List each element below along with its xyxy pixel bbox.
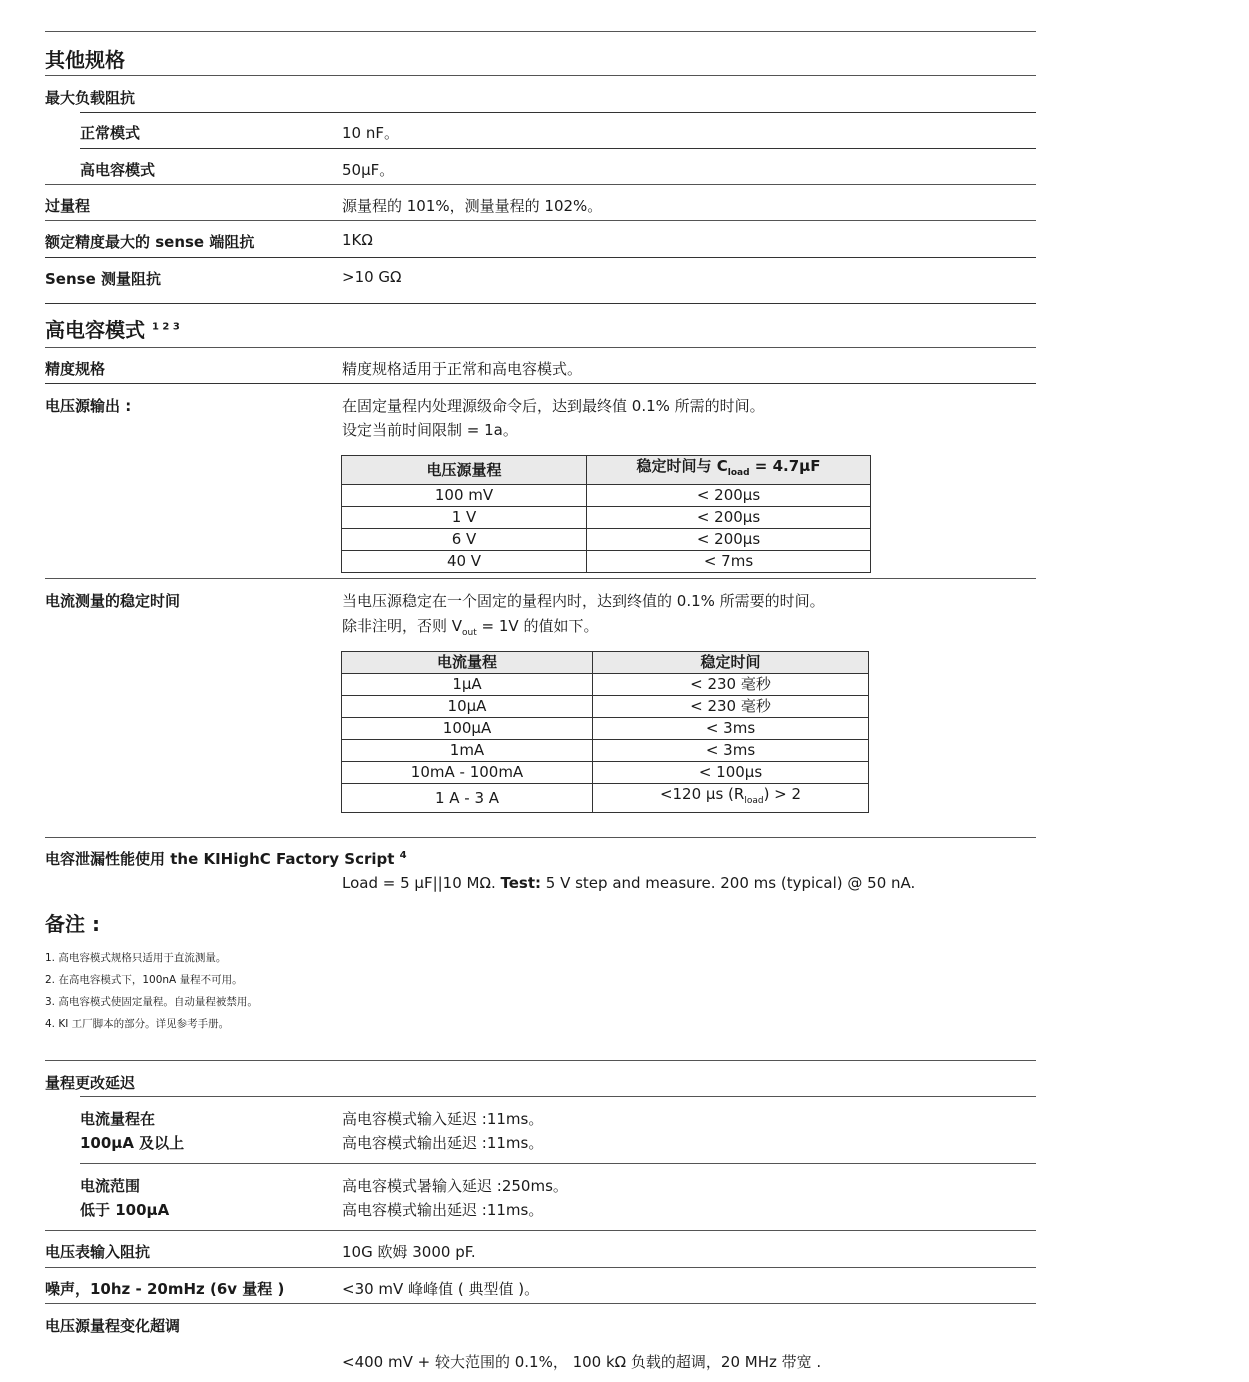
section-title-high-cap <box>45 314 180 343</box>
cell-range: 1μA <box>342 674 593 696</box>
divider <box>45 75 1036 76</box>
table-row <box>342 507 871 529</box>
notes-title: 备注 : <box>45 912 100 936</box>
text: 电容泄漏性能使用 the KIHighC Factory Script <box>45 850 395 868</box>
table-row <box>342 718 869 740</box>
range-change-value-line2: 高电容模式输出延迟 :11ms。 <box>342 1134 544 1152</box>
divider <box>45 837 1036 838</box>
divider <box>45 578 1036 579</box>
spec-value-high-cap-mode: 50μF。 <box>342 161 395 179</box>
cell-time: < 230 毫秒 <box>593 696 869 718</box>
spec-label-overshoot: 电压源量程变化超调 <box>45 1317 181 1335</box>
spec-value-voltage-output-line1: 在固定量程内处理源级命令后，达到最终值 0.1% 所需的时间。 <box>342 397 765 415</box>
range-change-value-line2: 高电容模式输出延迟 :11ms。 <box>342 1201 544 1219</box>
spec-value-current-settling-line1: 当电压源稳定在一个固定的量程内时，达到终值的 0.1% 所需要的时间。 <box>342 592 825 610</box>
table-row <box>342 485 871 507</box>
divider <box>45 1303 1036 1304</box>
cell-range: 1mA <box>342 740 593 762</box>
spec-label-accuracy: 精度规格 <box>45 360 106 378</box>
header-text: = 4.7μF <box>749 457 821 475</box>
divider <box>80 148 1036 149</box>
note-item: 4. KI 工厂脚本的部分。详见参考手册。 <box>45 1018 230 1030</box>
spec-value-overshoot: <400 mV + 较大范围的 0.1%， 100 kΩ 负载的超调，20 MHz 带宽 . <box>342 1353 822 1371</box>
note-item: 1. 高电容模式规格只适用于直流测量。 <box>45 952 227 964</box>
subscript: load <box>744 796 764 806</box>
spec-value-sense-measure: >10 GΩ <box>342 268 402 286</box>
cell-range: 40 V <box>342 551 587 573</box>
spec-value-voltmeter-impedance: 10G 欧姆 3000 pF. <box>342 1243 476 1261</box>
range-change-label-line2: 低于 100μA <box>80 1201 170 1219</box>
bold-text: Test: <box>500 874 541 892</box>
spec-label-voltmeter-impedance: 电压表输入阻抗 <box>45 1243 151 1261</box>
spec-label-sense-impedance: 额定精度最大的 sense 端阻抗 <box>45 233 255 251</box>
text: = 1V 的值如下。 <box>476 617 599 635</box>
footnote-ref: 4 <box>399 850 407 861</box>
divider <box>45 184 1036 185</box>
cell-range: 6 V <box>342 529 587 551</box>
divider <box>80 1163 1036 1164</box>
divider <box>45 257 1036 258</box>
col-header-settling-time: 稳定时间 <box>593 652 869 674</box>
col-header-voltage-range: 电压源量程 <box>342 456 587 485</box>
cell-range: 10mA - 100mA <box>342 762 593 784</box>
divider <box>45 347 1036 348</box>
divider <box>80 112 1036 113</box>
cell-time: < 200μs <box>587 485 871 507</box>
header-text: 稳定时间与 C <box>636 457 728 475</box>
spec-label-voltage-output: 电压源输出 : <box>45 397 132 415</box>
range-change-label-line1: 电流量程在 <box>80 1110 156 1128</box>
range-change-label-line2: 100μA 及以上 <box>80 1134 185 1152</box>
divider <box>45 220 1036 221</box>
table-row <box>342 696 869 718</box>
table-row <box>342 529 871 551</box>
range-change-title: 量程更改延迟 <box>45 1074 136 1092</box>
cell-time: < 3ms <box>593 718 869 740</box>
current-settling-table <box>341 651 869 813</box>
spec-label-leakage <box>45 848 407 869</box>
spec-value-leakage <box>342 874 915 892</box>
section-title-text: 高电容模式 <box>45 318 145 342</box>
divider <box>45 1230 1036 1231</box>
spec-value-current-settling-line2 <box>342 615 598 638</box>
spec-label-high-cap-mode: 高电容模式 <box>80 161 156 179</box>
note-item: 3. 高电容模式使固定量程。自动量程被禁用。 <box>45 996 258 1008</box>
spec-value-overrange: 源量程的 101%，测量量程的 102%。 <box>342 197 603 215</box>
cell-range: 10μA <box>342 696 593 718</box>
note-item: 2. 在高电容模式下，100nA 量程不可用。 <box>45 974 243 986</box>
table-row <box>342 740 869 762</box>
divider <box>45 383 1036 384</box>
table-header-row <box>342 456 871 485</box>
range-change-value-line1: 高电容模式暑输入延迟 :250ms。 <box>342 1177 568 1195</box>
table-row <box>342 784 869 813</box>
table-row <box>342 551 871 573</box>
voltage-settling-table <box>341 455 871 573</box>
col-header-settling-time <box>587 456 871 485</box>
spec-label-normal-mode: 正常模式 <box>80 124 141 142</box>
spec-label-current-settling: 电流测量的稳定时间 <box>45 592 181 610</box>
spec-label-overrange: 过量程 <box>45 197 91 215</box>
table-header-row <box>342 652 869 674</box>
spec-value-normal-mode: 10 nF。 <box>342 124 399 142</box>
spec-value-accuracy: 精度规格适用于正常和高电容模式。 <box>342 360 583 378</box>
divider <box>80 1096 1036 1097</box>
divider <box>45 1060 1036 1061</box>
spec-label-sense-measure: Sense 测量阻抗 <box>45 270 161 288</box>
footnote-refs: 1 2 3 <box>151 321 180 333</box>
section-title-other-specs: 其他规格 <box>45 48 125 72</box>
cell-range: 1 A - 3 A <box>342 784 593 813</box>
header-subscript: load <box>727 468 750 478</box>
text: 除非注明，否则 V <box>342 617 463 635</box>
spec-value-voltage-output-line2: 设定当前时间限制 = 1a。 <box>342 421 518 439</box>
divider <box>45 1267 1036 1268</box>
spec-label-noise: 噪声，10hz - 20mHz (6v 量程 ) <box>45 1280 285 1298</box>
cell-time: < 230 毫秒 <box>593 674 869 696</box>
divider <box>45 31 1036 32</box>
divider <box>45 303 1036 304</box>
spec-value-noise: <30 mV 峰峰值 ( 典型值 )。 <box>342 1280 540 1298</box>
text: Load = 5 μF||10 MΩ. <box>342 874 501 892</box>
cell-time: < 100μs <box>593 762 869 784</box>
cell-range: 1 V <box>342 507 587 529</box>
max-load-label: 最大负载阻抗 <box>45 89 136 107</box>
subscript: out <box>462 628 477 638</box>
table-row <box>342 674 869 696</box>
cell-time: < 7ms <box>587 551 871 573</box>
cell-time: < 200μs <box>587 529 871 551</box>
col-header-current-range: 电流量程 <box>342 652 593 674</box>
cell-time: < 3ms <box>593 740 869 762</box>
cell-range: 100μA <box>342 718 593 740</box>
range-change-value-line1: 高电容模式输入延迟 :11ms。 <box>342 1110 544 1128</box>
table-row <box>342 762 869 784</box>
text: <120 μs (R <box>659 785 745 803</box>
cell-time <box>593 784 869 813</box>
cell-range: 100 mV <box>342 485 587 507</box>
spec-value-sense-impedance: 1KΩ <box>342 231 373 249</box>
text: ) > 2 <box>763 785 802 803</box>
cell-time: < 200μs <box>587 507 871 529</box>
range-change-label-line1: 电流范围 <box>80 1177 141 1195</box>
text: 5 V step and measure. 200 ms (typical) @ 50 nA. <box>541 874 916 892</box>
